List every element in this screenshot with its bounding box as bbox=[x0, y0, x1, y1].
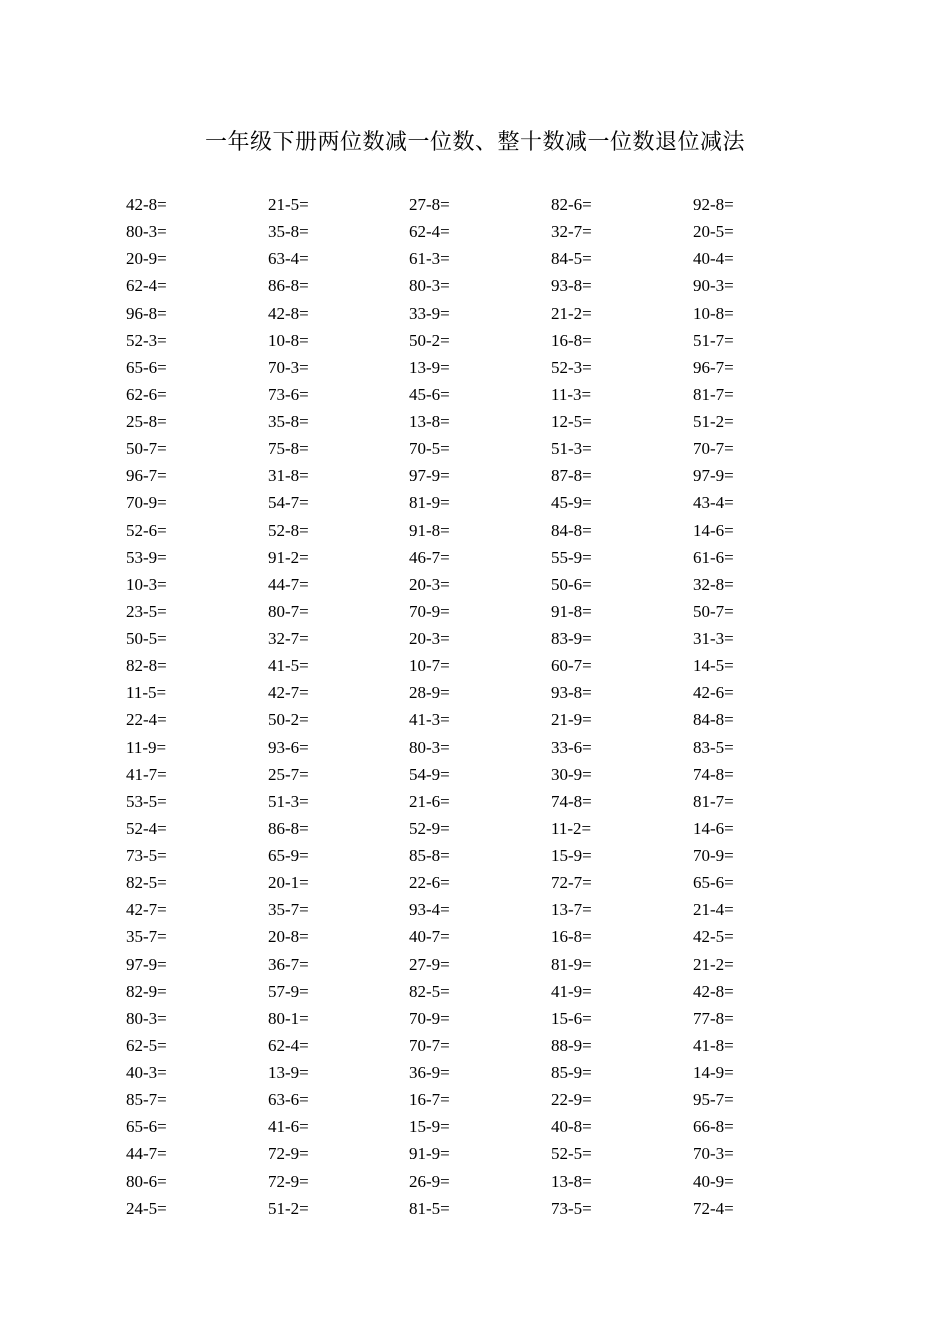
problem-item: 74-8= bbox=[693, 764, 734, 784]
problem-item: 41-9= bbox=[551, 981, 592, 1001]
problem-item: 93-8= bbox=[551, 276, 592, 296]
problem-item: 40-3= bbox=[126, 1063, 167, 1082]
problem-row bbox=[126, 1140, 846, 1167]
problem-item: 70-3= bbox=[268, 357, 309, 377]
problem-row bbox=[126, 489, 846, 516]
problem-item: 40-7= bbox=[409, 927, 450, 947]
problem-item: 42-6= bbox=[693, 683, 734, 703]
problem-item: 24-5= bbox=[126, 1198, 167, 1218]
problem-item: 62-6= bbox=[126, 384, 167, 404]
problem-item: 36-7= bbox=[268, 954, 309, 974]
problem-item: 11-9= bbox=[126, 737, 167, 757]
problem-item: 82-9= bbox=[126, 981, 167, 1001]
problem-item: 97-9= bbox=[409, 466, 450, 486]
problem-item: 54-9= bbox=[409, 764, 450, 784]
problem-row bbox=[126, 354, 846, 381]
problem-item: 73-5= bbox=[126, 846, 167, 865]
problem-item: 20-3= bbox=[409, 574, 450, 594]
problem-item: 42-8= bbox=[268, 303, 309, 323]
problem-item: 22-6= bbox=[409, 873, 450, 893]
problem-row bbox=[126, 978, 846, 1005]
problem-item: 21-2= bbox=[693, 954, 734, 974]
problem-item: 52-9= bbox=[409, 818, 450, 838]
problem-item: 81-9= bbox=[409, 493, 450, 513]
problem-item: 42-8= bbox=[126, 195, 167, 214]
problem-row bbox=[126, 327, 846, 354]
problem-item: 52-3= bbox=[126, 330, 167, 350]
problem-item: 92-8= bbox=[693, 195, 734, 214]
problem-item: 50-7= bbox=[126, 439, 167, 459]
problem-item: 13-8= bbox=[409, 412, 450, 431]
problem-item: 36-9= bbox=[409, 1063, 450, 1082]
problem-item: 52-4= bbox=[126, 818, 167, 838]
problem-item: 87-8= bbox=[551, 466, 592, 486]
problem-item: 51-2= bbox=[268, 1198, 309, 1218]
problem-item: 80-6= bbox=[126, 1171, 167, 1191]
problem-item: 35-8= bbox=[268, 412, 309, 431]
problem-item: 51-3= bbox=[551, 439, 592, 459]
problem-item: 62-4= bbox=[126, 276, 167, 296]
problem-item: 53-9= bbox=[126, 547, 167, 567]
problem-row bbox=[126, 571, 846, 598]
problem-item: 83-9= bbox=[551, 629, 592, 648]
problem-row bbox=[126, 761, 846, 788]
problem-item: 86-8= bbox=[268, 276, 309, 296]
problem-item: 16-8= bbox=[551, 927, 592, 947]
problem-item: 91-8= bbox=[409, 520, 450, 540]
problem-item: 25-7= bbox=[268, 764, 309, 784]
problem-item: 54-7= bbox=[268, 493, 309, 513]
problem-row bbox=[126, 218, 846, 245]
problem-row bbox=[126, 517, 846, 544]
problem-item: 11-2= bbox=[551, 818, 592, 838]
problem-item: 10-7= bbox=[409, 656, 450, 676]
problem-item: 93-8= bbox=[551, 683, 592, 703]
problem-item: 40-9= bbox=[693, 1171, 734, 1191]
problem-row bbox=[126, 679, 846, 706]
problem-item: 86-8= bbox=[268, 818, 309, 838]
problem-item: 13-9= bbox=[268, 1063, 309, 1082]
problem-item: 25-8= bbox=[126, 412, 167, 431]
problem-item: 82-5= bbox=[409, 981, 450, 1001]
problem-row bbox=[126, 272, 846, 299]
problem-item: 65-6= bbox=[126, 357, 167, 377]
problem-item: 77-8= bbox=[693, 1008, 734, 1028]
problem-item: 14-6= bbox=[693, 818, 734, 838]
problem-item: 72-9= bbox=[268, 1171, 309, 1191]
problem-item: 80-3= bbox=[409, 276, 450, 296]
problem-item: 81-9= bbox=[551, 954, 592, 974]
problem-row bbox=[126, 1086, 846, 1113]
problem-item: 15-6= bbox=[551, 1008, 592, 1028]
problem-item: 60-7= bbox=[551, 656, 592, 676]
problem-item: 85-7= bbox=[126, 1090, 167, 1110]
problem-item: 88-9= bbox=[551, 1035, 592, 1055]
problem-item: 31-8= bbox=[268, 466, 309, 486]
problem-item: 45-6= bbox=[409, 384, 450, 404]
problem-item: 26-9= bbox=[409, 1171, 450, 1191]
problem-item: 72-9= bbox=[268, 1144, 309, 1164]
problem-item: 70-7= bbox=[693, 439, 734, 459]
problem-row bbox=[126, 435, 846, 462]
problem-item: 51-7= bbox=[693, 330, 734, 350]
problem-item: 62-5= bbox=[126, 1035, 167, 1055]
problem-item: 80-3= bbox=[126, 1008, 167, 1028]
problem-row bbox=[126, 544, 846, 571]
problem-item: 40-8= bbox=[551, 1117, 592, 1137]
problem-row bbox=[126, 706, 846, 733]
problem-row bbox=[126, 462, 846, 489]
problem-item: 42-5= bbox=[693, 927, 734, 947]
problem-item: 10-3= bbox=[126, 574, 167, 594]
problem-item: 12-5= bbox=[551, 412, 592, 431]
problem-item: 73-5= bbox=[551, 1198, 592, 1218]
problem-item: 14-6= bbox=[693, 520, 734, 540]
problem-row bbox=[126, 815, 846, 842]
problem-item: 35-7= bbox=[126, 927, 167, 947]
problem-item: 82-5= bbox=[126, 873, 167, 893]
problem-item: 80-1= bbox=[268, 1008, 309, 1028]
problem-item: 40-4= bbox=[693, 249, 734, 269]
problem-item: 80-7= bbox=[268, 601, 309, 621]
problem-item: 96-7= bbox=[693, 357, 734, 377]
problem-item: 27-8= bbox=[409, 195, 450, 214]
problem-item: 65-6= bbox=[693, 873, 734, 893]
problem-item: 50-7= bbox=[693, 601, 734, 621]
problem-item: 21-2= bbox=[551, 303, 592, 323]
problem-item: 85-9= bbox=[551, 1063, 592, 1082]
problem-item: 22-9= bbox=[551, 1090, 592, 1110]
problem-row bbox=[126, 1032, 846, 1059]
problem-item: 91-2= bbox=[268, 547, 309, 567]
problem-item: 63-6= bbox=[268, 1090, 309, 1110]
problem-item: 72-4= bbox=[693, 1198, 734, 1218]
problem-item: 65-9= bbox=[268, 846, 309, 865]
problem-item: 32-7= bbox=[268, 629, 309, 648]
problem-item: 57-9= bbox=[268, 981, 309, 1001]
problem-row bbox=[126, 191, 846, 218]
problem-item: 13-8= bbox=[551, 1171, 592, 1191]
problem-item: 50-5= bbox=[126, 629, 167, 648]
problem-item: 72-7= bbox=[551, 873, 592, 893]
problem-item: 32-7= bbox=[551, 222, 592, 242]
problem-item: 75-8= bbox=[268, 439, 309, 459]
problem-item: 81-7= bbox=[693, 384, 734, 404]
problem-item: 52-5= bbox=[551, 1144, 592, 1164]
problem-item: 10-8= bbox=[268, 330, 309, 350]
problem-row bbox=[126, 1113, 846, 1140]
problem-item: 11-5= bbox=[126, 683, 167, 703]
problem-row bbox=[126, 1059, 846, 1086]
problem-row bbox=[126, 245, 846, 272]
problem-item: 62-4= bbox=[268, 1035, 309, 1055]
problem-item: 32-8= bbox=[693, 574, 734, 594]
problem-item: 70-9= bbox=[126, 493, 167, 513]
problem-item: 74-8= bbox=[551, 791, 592, 811]
problem-item: 83-5= bbox=[693, 737, 734, 757]
problem-item: 20-5= bbox=[693, 222, 734, 242]
problem-item: 23-5= bbox=[126, 601, 167, 621]
problem-item: 70-9= bbox=[409, 601, 450, 621]
problem-item: 16-7= bbox=[409, 1090, 450, 1110]
problem-row bbox=[126, 869, 846, 896]
problem-item: 63-4= bbox=[268, 249, 309, 269]
problem-row bbox=[126, 598, 846, 625]
problem-item: 51-3= bbox=[268, 791, 309, 811]
problem-item: 35-7= bbox=[268, 900, 309, 920]
problem-item: 42-7= bbox=[268, 683, 309, 703]
problem-item: 14-5= bbox=[693, 656, 734, 676]
problem-item: 53-5= bbox=[126, 791, 167, 811]
problem-item: 61-6= bbox=[693, 547, 734, 567]
problem-item: 85-8= bbox=[409, 846, 450, 865]
problem-item: 14-9= bbox=[693, 1063, 734, 1082]
problem-item: 42-8= bbox=[693, 981, 734, 1001]
problem-row bbox=[126, 788, 846, 815]
problem-grid bbox=[126, 191, 846, 1222]
problem-item: 50-2= bbox=[409, 330, 450, 350]
problem-row bbox=[126, 842, 846, 869]
problem-item: 84-8= bbox=[693, 710, 734, 730]
problem-item: 84-5= bbox=[551, 249, 592, 269]
problem-item: 70-7= bbox=[409, 1035, 450, 1055]
problem-item: 70-5= bbox=[409, 439, 450, 459]
problem-item: 20-8= bbox=[268, 927, 309, 947]
problem-item: 50-2= bbox=[268, 710, 309, 730]
problem-item: 43-4= bbox=[693, 493, 734, 513]
problem-item: 27-9= bbox=[409, 954, 450, 974]
problem-item: 91-8= bbox=[551, 601, 592, 621]
problem-item: 81-5= bbox=[409, 1198, 450, 1218]
problem-item: 93-6= bbox=[268, 737, 309, 757]
problem-row bbox=[126, 625, 846, 652]
problem-item: 82-8= bbox=[126, 656, 167, 676]
problem-item: 15-9= bbox=[409, 1117, 450, 1137]
problem-item: 96-8= bbox=[126, 303, 167, 323]
problem-row bbox=[126, 1005, 846, 1032]
problem-item: 70-9= bbox=[409, 1008, 450, 1028]
problem-item: 33-6= bbox=[551, 737, 592, 757]
problem-item: 51-2= bbox=[693, 412, 734, 431]
problem-item: 66-8= bbox=[693, 1117, 734, 1137]
problem-item: 90-3= bbox=[693, 276, 734, 296]
problem-item: 52-8= bbox=[268, 520, 309, 540]
problem-row bbox=[126, 652, 846, 679]
problem-item: 81-7= bbox=[693, 791, 734, 811]
problem-item: 65-6= bbox=[126, 1117, 167, 1137]
problem-item: 30-9= bbox=[551, 764, 592, 784]
problem-item: 97-9= bbox=[693, 466, 734, 486]
problem-item: 21-9= bbox=[551, 710, 592, 730]
problem-item: 33-9= bbox=[409, 303, 450, 323]
problem-item: 41-6= bbox=[268, 1117, 309, 1137]
problem-item: 41-5= bbox=[268, 656, 309, 676]
problem-item: 52-6= bbox=[126, 520, 167, 540]
problem-row bbox=[126, 1195, 846, 1222]
problem-item: 42-7= bbox=[126, 900, 167, 920]
problem-row bbox=[126, 951, 846, 978]
problem-item: 80-3= bbox=[409, 737, 450, 757]
problem-item: 21-6= bbox=[409, 791, 450, 811]
problem-item: 13-9= bbox=[409, 357, 450, 377]
problem-row bbox=[126, 734, 846, 761]
problem-item: 20-1= bbox=[268, 873, 309, 893]
problem-row bbox=[126, 300, 846, 327]
problem-item: 46-7= bbox=[409, 547, 450, 567]
problem-item: 70-9= bbox=[693, 846, 734, 865]
problem-item: 13-7= bbox=[551, 900, 592, 920]
problem-item: 80-3= bbox=[126, 222, 167, 242]
problem-row bbox=[126, 408, 846, 435]
problem-item: 70-3= bbox=[693, 1144, 734, 1164]
problem-item: 44-7= bbox=[126, 1144, 167, 1164]
problem-item: 62-4= bbox=[409, 222, 450, 242]
problem-item: 93-4= bbox=[409, 900, 450, 920]
problem-item: 16-8= bbox=[551, 330, 592, 350]
problem-item: 82-6= bbox=[551, 195, 592, 214]
problem-item: 52-3= bbox=[551, 357, 592, 377]
problem-row bbox=[126, 896, 846, 923]
problem-item: 20-3= bbox=[409, 629, 450, 648]
worksheet-title: 一年级下册两位数减一位数、整十数减一位数退位减法 bbox=[204, 130, 745, 155]
problem-row bbox=[126, 923, 846, 950]
problem-item: 41-8= bbox=[693, 1035, 734, 1055]
problem-item: 50-6= bbox=[551, 574, 592, 594]
problem-item: 21-4= bbox=[693, 900, 734, 920]
problem-item: 20-9= bbox=[126, 249, 167, 269]
problem-item: 41-3= bbox=[409, 710, 450, 730]
problem-item: 84-8= bbox=[551, 520, 592, 540]
problem-item: 95-7= bbox=[693, 1090, 734, 1110]
problem-item: 21-5= bbox=[268, 195, 309, 214]
problem-item: 96-7= bbox=[126, 466, 167, 486]
problem-row bbox=[126, 381, 846, 408]
problem-item: 44-7= bbox=[268, 574, 309, 594]
problem-item: 61-3= bbox=[409, 249, 450, 269]
problem-item: 45-9= bbox=[551, 493, 592, 513]
problem-item: 31-3= bbox=[693, 629, 734, 648]
problem-row bbox=[126, 1168, 846, 1195]
problem-item: 73-6= bbox=[268, 384, 309, 404]
problem-item: 97-9= bbox=[126, 954, 167, 974]
problem-item: 11-3= bbox=[551, 384, 592, 404]
problem-item: 28-9= bbox=[409, 683, 450, 703]
problem-item: 10-8= bbox=[693, 303, 734, 323]
problem-item: 91-9= bbox=[409, 1144, 450, 1164]
problem-item: 41-7= bbox=[126, 764, 167, 784]
problem-item: 35-8= bbox=[268, 222, 309, 242]
problem-item: 22-4= bbox=[126, 710, 167, 730]
problem-item: 15-9= bbox=[551, 846, 592, 865]
problem-item: 55-9= bbox=[551, 547, 592, 567]
